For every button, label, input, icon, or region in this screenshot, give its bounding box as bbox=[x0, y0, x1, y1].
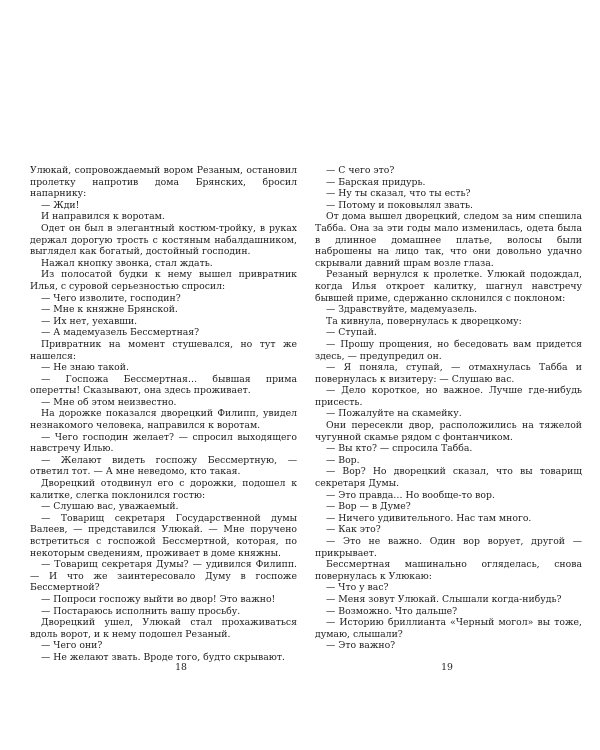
page-number-right: 19 bbox=[441, 662, 453, 673]
paragraph: И направился к воротам. bbox=[41, 211, 165, 223]
paragraph: — Потому и поковылял звать. bbox=[326, 199, 473, 211]
paragraph: — Вор. bbox=[326, 454, 360, 466]
paragraph: — Жди! bbox=[41, 199, 80, 211]
paragraph: — Это важно? bbox=[326, 640, 396, 652]
paragraph: — Мне об этом неизвестно. bbox=[41, 396, 177, 408]
paragraph: Они пересекли двор, расположились на тяжелой чугунной скамье рядом с фонтанчиком. bbox=[315, 420, 582, 443]
paragraph: — Пожалуйте на скамейку. bbox=[326, 408, 462, 420]
paragraph: — Что у вас? bbox=[326, 582, 389, 594]
paragraph: — Ступай. bbox=[326, 327, 377, 339]
paragraph: Та кивнула, повернулась к дворецкому: bbox=[326, 315, 522, 327]
paragraph: — Прошу прощения, но беседовать вам придется здесь, — предупредил он. bbox=[315, 338, 582, 362]
paragraph: На дорожке показался дворецкий Филипп, увидел незнакомого человека, направился к воротам. bbox=[30, 408, 297, 432]
paragraph: — Здравствуйте, мадемуазель. bbox=[326, 304, 478, 316]
paragraph: — Желают видеть госпожу Бессмертную, — ответил тот. — А мне неведомо, кто такая. bbox=[30, 454, 297, 478]
paragraph: — Постараюсь исполнить вашу просьбу. bbox=[41, 605, 241, 617]
paragraph: — Это правда… Но вообще-то вор. bbox=[326, 489, 495, 501]
paragraph: Дворецкий отодвинул его с дорожки, подошел к калитке, слегка поклонился гостю: bbox=[30, 478, 297, 501]
paragraph: Резаный вернулся к пролетке. Улюкай подождал, когда Илья откроет калитку, шагнул навстречу бывшей приме, сдержанно склонился с поклоном: bbox=[315, 269, 582, 304]
paragraph: — Вы кто? — спросила Табба. bbox=[326, 443, 473, 455]
paragraph: Улюкай, сопровождаемый вором Резаным, остановил пролетку напротив дома Брянских, бросил напарнику: bbox=[30, 165, 297, 200]
paragraph: Одет он был в элегантный костюм-тройку, в руках держал дорогую трость с костяным набалдашником, выглядел как богатый, достойный господин. bbox=[30, 222, 297, 258]
paragraph: — Барская придурь. bbox=[326, 176, 426, 188]
right-page-text bbox=[315, 165, 582, 652]
paragraph: — Я поняла, ступай, — отмахнулась Табба и повернулась к визитеру: — Слушаю вас. bbox=[315, 362, 582, 385]
page-number-left: 18 bbox=[175, 662, 187, 673]
paragraph: — Чего господин желает? — спросил выходящего навстречу Илью. bbox=[30, 431, 297, 455]
left-page-text bbox=[30, 165, 297, 663]
paragraph: — Товарищ секретаря Думы? — удивился Филипп. — И что же заинтересовало Думу в госпоже Бессмертной? bbox=[30, 559, 297, 594]
paragraph: — Их нет, уехавши. bbox=[41, 315, 138, 327]
paragraph: Из полосатой будки к нему вышел привратник Илья, с суровой серьезностью спросил: bbox=[30, 269, 297, 292]
paragraph: Привратник на момент стушевался, но тут же нашелся: bbox=[30, 338, 297, 362]
paragraph: — Ну ты сказал, что ты есть? bbox=[326, 188, 471, 200]
paragraph: — Слушаю вас, уважаемый. bbox=[41, 501, 179, 513]
paragraph: — Историю бриллианта «Черный могол» вы тоже, думаю, слышали? bbox=[315, 617, 582, 640]
paragraph: — Товарищ секретаря Государственной думы Валеев, — представился Улюкай. — Мне поручено встретиться с госпожой Бессмертной, которая, по некоторым сведениям, проживает в доме княжны. bbox=[30, 512, 297, 559]
paragraph: — Не желают звать. Вроде того, будто скрывают. bbox=[41, 651, 285, 663]
paragraph: — Чего они? bbox=[41, 640, 103, 652]
paragraph: Нажал кнопку звонка, стал ждать. bbox=[41, 257, 213, 269]
paragraph: — Ничего удивительного. Нас там много. bbox=[326, 512, 532, 524]
paragraph: — Это не важно. Один вор ворует, другой — прикрывает. bbox=[315, 536, 582, 559]
paragraph: — Вор? Но дворецкий сказал, что вы товарищ секретаря Думы. bbox=[315, 466, 582, 490]
paragraph: — Мне к княжне Брянской. bbox=[41, 304, 178, 316]
paragraph: — Чего изволите, господин? bbox=[41, 292, 181, 304]
paragraph: — Не знаю такой. bbox=[41, 362, 129, 374]
paragraph: — Как это? bbox=[326, 524, 381, 536]
paragraph: — А мадемуазель Бессмертная? bbox=[41, 327, 200, 339]
paragraph: — Дело короткое, но важное. Лучше где-нибудь присесть. bbox=[315, 385, 582, 408]
paragraph: — Меня зовут Улюкай. Слышали когда-нибудь? bbox=[326, 593, 562, 605]
paragraph: — Госпожа Бессмертная… бывшая прима оперетты! Сказывают, она здесь проживает. bbox=[30, 373, 297, 397]
paragraph: Бессмертная машинально огляделась, снова повернулась к Улюкаю: bbox=[315, 559, 582, 582]
paragraph: — Возможно. Что дальше? bbox=[326, 605, 458, 617]
paragraph: — С чего это? bbox=[326, 165, 395, 176]
paragraph: От дома вышел дворецкий, следом за ним спешила Табба. Она за эти годы мало изменилась, одета была в длинное домашнее платье, волосы были наброшены на лицо так, что они довольно удачно скрывали давний шрам возле глаза. bbox=[315, 211, 582, 269]
paragraph: Дворецкий ушел, Улюкай стал прохаживаться вдоль ворот, и к нему подошел Резаный. bbox=[30, 617, 297, 640]
paragraph: — Попроси госпожу выйти во двор! Это важно! bbox=[41, 593, 276, 605]
paragraph: — Вор — в Думе? bbox=[326, 501, 411, 513]
